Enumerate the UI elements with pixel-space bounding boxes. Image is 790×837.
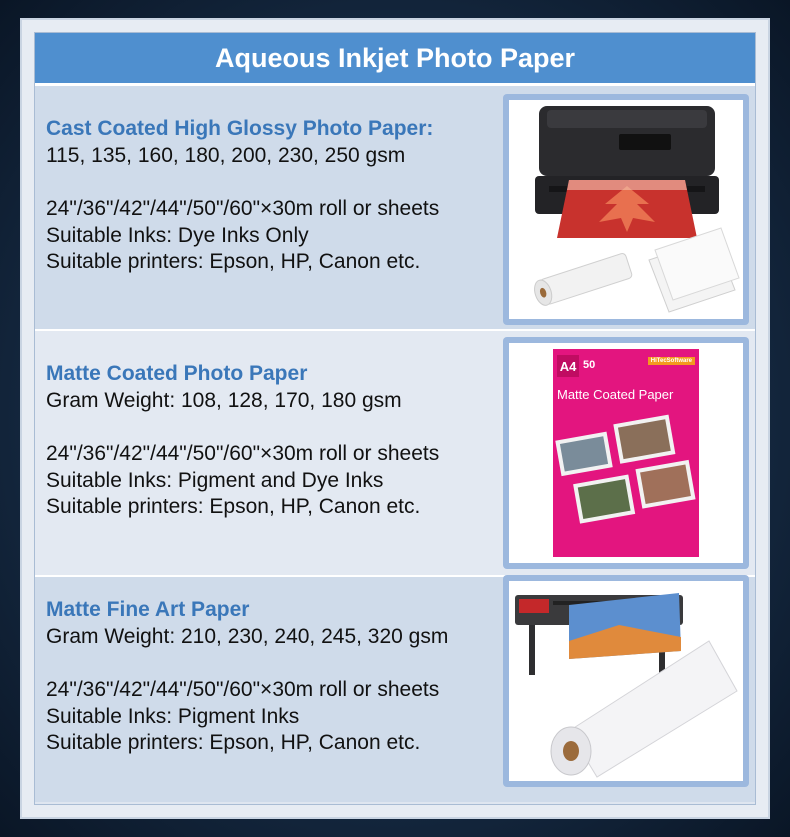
content-panel <box>34 32 756 805</box>
product-name: Matte Fine Art Paper <box>46 598 250 621</box>
product-text <box>46 597 448 757</box>
paper-package-image <box>509 343 743 563</box>
product-printers: Suitable printers: Epson, HP, Canon etc. <box>46 731 421 754</box>
printer-photo-image <box>509 100 743 319</box>
product-text <box>46 361 439 521</box>
product-name: Matte Coated Photo Paper <box>46 362 308 385</box>
package-label: Matte Coated Paper <box>557 387 674 402</box>
package-brand-logo: HiTecSoftware <box>648 357 695 365</box>
content-frame <box>20 18 770 819</box>
product-row-glossy <box>35 86 755 329</box>
product-row-fine-art <box>35 577 755 802</box>
product-inks: Suitable Inks: Pigment Inks <box>46 704 300 728</box>
product-weights: 115, 135, 160, 180, 200, 230, 250 gsm <box>46 143 406 167</box>
product-sizes: 24"/36"/42"/44"/50"/60"×30m roll or sheets <box>46 442 440 465</box>
product-image-frame <box>503 94 749 325</box>
product-inks: Suitable Inks: Pigment and Dye Inks <box>46 468 384 492</box>
product-inks: Suitable Inks: Dye Inks Only <box>46 223 309 247</box>
product-image-frame <box>503 337 749 569</box>
product-name: Cast Coated High Glossy Photo Paper: <box>46 117 434 140</box>
product-sizes: 24"/36"/42"/44"/50"/60"×30m roll or sheets <box>46 197 440 220</box>
package-size-badge: A4 <box>557 355 579 377</box>
product-text <box>46 116 439 276</box>
product-weights: Gram Weight: 108, 128, 170, 180 gsm <box>46 388 402 412</box>
large-format-printer-image <box>509 581 743 781</box>
package-photos-graphic <box>553 409 699 549</box>
product-weights: Gram Weight: 210, 230, 240, 245, 320 gsm <box>46 624 449 648</box>
package-count: 50 <box>583 359 596 371</box>
page-title: Aqueous Inkjet Photo Paper <box>35 33 755 86</box>
product-image-frame <box>503 575 749 787</box>
package-cover <box>553 349 699 557</box>
product-sizes: 24"/36"/42"/44"/50"/60"×30m roll or sheets <box>46 678 440 701</box>
product-row-matte-coated <box>35 331 755 575</box>
product-printers: Suitable printers: Epson, HP, Canon etc. <box>46 495 421 518</box>
product-printers: Suitable printers: Epson, HP, Canon etc. <box>46 250 421 273</box>
